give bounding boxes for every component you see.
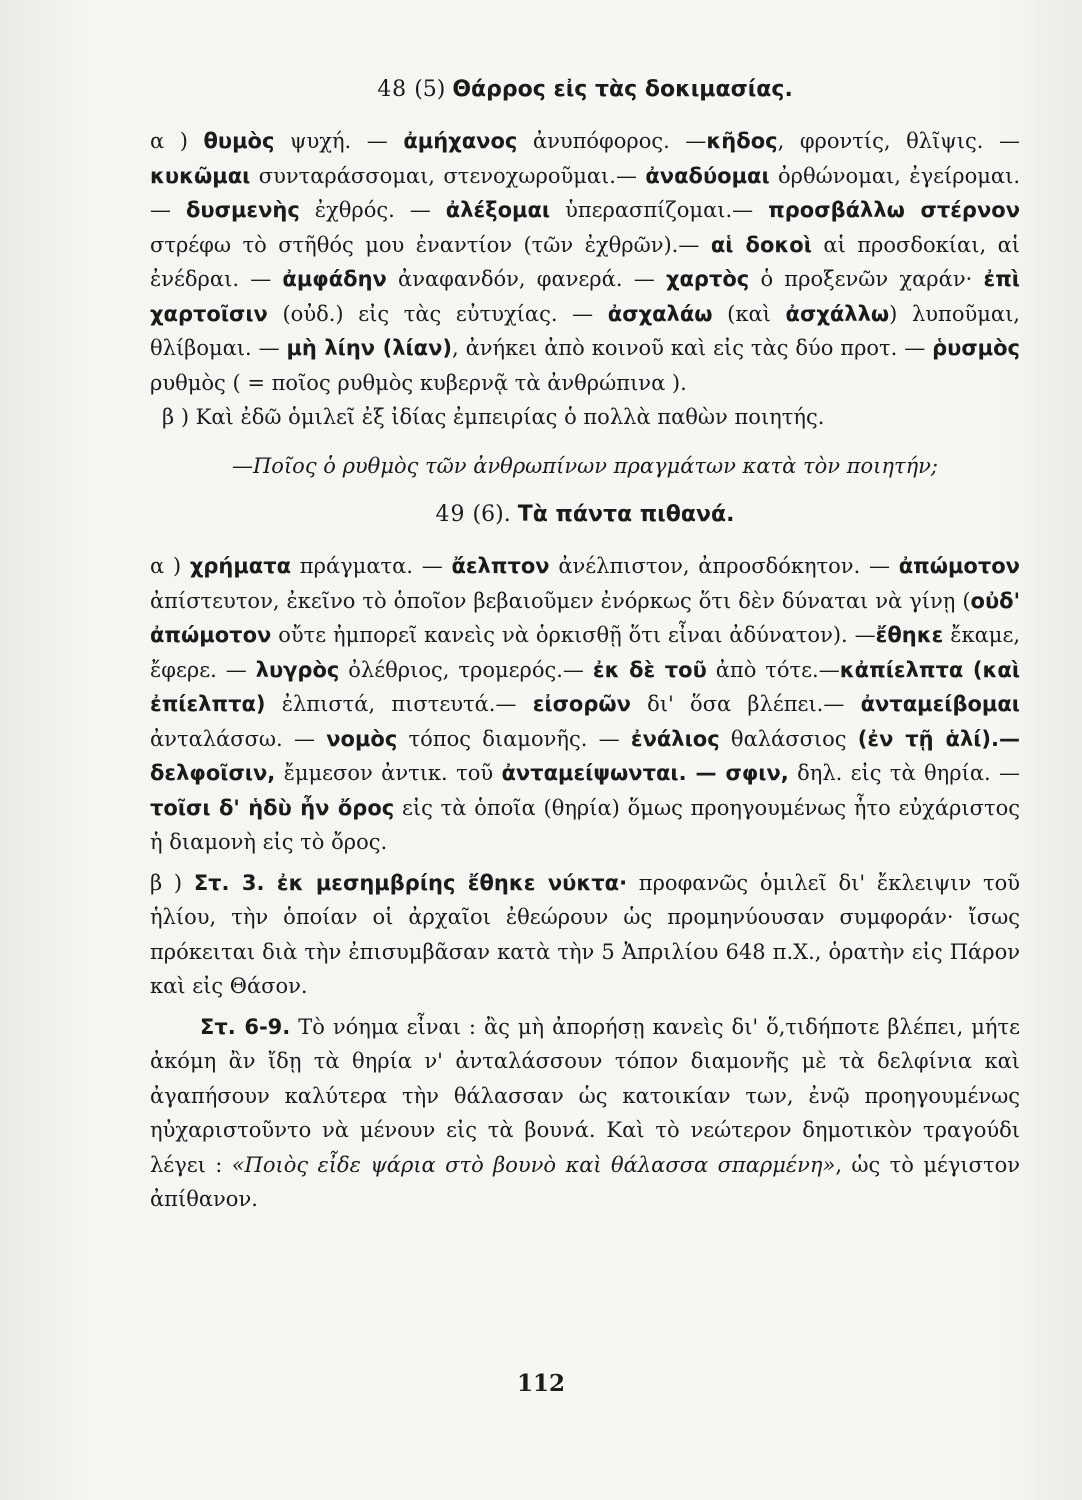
gloss-text: πράγματα. — (291, 554, 452, 578)
paragraph-48b: β ) Καὶ ἐδῶ ὁμιλεῖ ἐξ ἰδίας ἐμπειρίας ὁ πολλὰ παθὼν ποιητής. (162, 405, 825, 429)
gloss-text: ἐχθρός. — (299, 198, 446, 222)
gloss-text: β ) (150, 870, 194, 895)
gloss-text: στρέφω τὸ στῆθός μου ἐναντίον (τῶν ἐχθρῶν).— (150, 232, 711, 257)
lemma: (ἐν τῇ ἁλί).— δελφοῖσιν, (150, 726, 1020, 785)
gloss-text: εἰς τὰ ὁποῖα (θηρία) ὅμως προηγουμένως ἦτο εὐχάριστος ἡ διαμονὴ εἰς τὸ ὄρος. (150, 795, 1020, 854)
gloss-text: , φροντίς, θλῖψις. — (777, 129, 1021, 153)
gloss-text: ἀπὸ τότε.— (706, 657, 840, 682)
gloss-text: αἱ προσδοκίαι, αἱ ἐνέδραι. — (150, 232, 1020, 291)
gloss-text: ) λυποῦμαι, θλίβομαι. — (150, 301, 1020, 360)
gloss-text: (οὐδ.) εἰς τὰς εὐτυχίας. — (267, 301, 608, 326)
gloss-text: δι' ὅσα βλέπει.— (630, 692, 861, 716)
lemma: κἀπίελπτα (καὶ ἐπίελπτα) (150, 657, 1021, 716)
lemma: χαρτὸς (665, 267, 750, 291)
gloss-text: , ὡς τὸ μέγιστον ἀπίθανον. (150, 1152, 1020, 1211)
gloss-text: ρυθμὸς ( = ποῖος ρυθμὸς κυβερνᾷ τὰ ἀνθρώπινα ). (150, 370, 687, 395)
gloss-text: α ) (150, 129, 204, 153)
lemma: ἀνταμείψωνται. — σφιν, (501, 761, 789, 785)
gloss-text: ἀνέλπιστον, ἀπροσδόκητον. — (549, 554, 899, 578)
gloss-text: ὑπερασπίζομαι.— (550, 198, 769, 222)
lemma: προσβάλλω στέρνον (768, 198, 1020, 222)
gloss-text: ὀλέθριος, τρομερός.— (339, 657, 593, 682)
gloss-text: ἔκαμε, ἔφερε. — (150, 623, 1021, 682)
lemma: ῥυσμὸς (932, 336, 1021, 360)
section-number: 48 (377, 77, 408, 102)
gloss-text: ἀναφανδόν, φανερά. — (386, 267, 666, 291)
lemma: ἀμήχανος (403, 129, 518, 153)
lemma: νομὸς (326, 726, 398, 751)
gloss-text: ἀνταλάσσω. — (150, 726, 327, 751)
lemma: ἐκ δὲ τοῦ (592, 657, 707, 682)
gloss-text: τόπος διαμονῆς. — (397, 726, 631, 751)
lemma: ἀμφάδην (282, 267, 387, 291)
gloss-text: ψυχή. — (274, 129, 404, 153)
gloss-text: Τὸ νόημα εἶναι : ἂς μὴ ἀπορήσῃ κανεὶς δι' ὅ,τιδήποτε βλέπει, μήτε ἀκόμη ἂν ἴδῃ τὰ θηρία ν' ἀνταλάσσουν τόπον διαμονῆς μὲ τὰ δελφίνια καὶ ἀγαπήσουν καλύτερα τὴν θάλασσαν ὡς κατοικίαν των, ἐνῷ προηγουμένως ηὐχαριστοῦντο νὰ μένουν εἰς τὰ βουνά. Καὶ τὸ νεώτερον δημοτικὸν τραγούδι λέγει : (150, 1014, 1021, 1177)
gloss-text: «Ποιὸς εἶδε ψάρια στὸ βουνὸ καὶ θάλασσα σπαρμένη» (231, 1152, 836, 1177)
section-title: Θάρρος εἰς τὰς δοκιμασίας. (452, 77, 793, 102)
paragraph-48a (150, 124, 1020, 400)
lemma: οὐδ' ἀπώμοτον (150, 588, 1020, 647)
gloss-text: συνταράσσομαι, στενοχωροῦμαι.— (250, 163, 646, 188)
question: —Ποῖος ὁ ρυθμὸς τῶν ἀνθρωπίνων πραγμάτων κατὰ τὸν ποιητήν; (231, 453, 938, 478)
paragraph-49c (150, 1010, 1020, 1217)
section-number: 49 (435, 502, 466, 527)
paragraph-49b (150, 866, 1020, 1004)
lemma: μὴ λίην (λίαν) (286, 336, 453, 360)
lemma: ἀλέξομαι (445, 198, 551, 222)
lemma: αἱ δοκοὶ (710, 232, 812, 257)
section-49-heading (150, 495, 1020, 535)
gloss-text: οὔτε ἠμπορεῖ κανεὶς νὰ ὁρκισθῇ ὅτι εἶναι ἀδύνατον). — (271, 623, 876, 647)
gloss-text: θαλάσσιος (719, 726, 858, 751)
section-sub-number: (5) (414, 77, 446, 102)
lemma: ἀνταμείβομαι (860, 692, 1020, 716)
lemma: Στ. 3. ἐκ μεσημβρίης ἔθηκε νύκτα· (193, 870, 628, 895)
lemma: χρήματα (189, 554, 292, 578)
page-text (150, 70, 1020, 1217)
gloss-text: ἔμμεσον ἀντικ. τοῦ (275, 761, 502, 785)
lemma: τοῖσι δ' ἡδὺ ἦν ὄρος (150, 795, 395, 820)
lemma: εἰσορῶν (532, 692, 631, 716)
section-sub-number: (6). (472, 502, 511, 527)
section-title: Τὰ πάντα πιθανά. (517, 502, 735, 527)
lemma: θυμὸς (203, 129, 275, 153)
lemma: λυγρὸς (255, 657, 340, 682)
lemma: κυκῶμαι (150, 163, 251, 188)
section-48-heading (150, 70, 1020, 110)
gloss-text: προφανῶς ὁμιλεῖ δι' ἔκλειψιν τοῦ ἡλίου, τὴν ὁποίαν οἱ ἀρχαῖοι ἐθεώρουν ὡς προμηνύουσαν συμφοράν· ἴσως πρόκειται διὰ τὴν ἐπισυμβᾶσαν κατὰ τὴν 5 Ἀπριλίου 648 π.Χ., ὁρατὴν εἰς Πάρον καὶ εἰς Θάσον. (150, 870, 1020, 998)
gloss-text: ὀρθώνομαι, ἐγείρομαι. — (150, 163, 1020, 222)
lemma: δυσμενὴς (185, 198, 300, 222)
lemma: ἀσχαλάω (607, 301, 713, 326)
gloss-text: ὁ προξενῶν χαράν· (749, 267, 984, 291)
lemma: ἀσχάλλω (785, 301, 890, 326)
lemma: ἀναδύομαι (645, 163, 770, 188)
gloss-text: ἐλπιστά, πιστευτά.— (265, 692, 533, 716)
paragraph-49a (150, 549, 1020, 860)
page-number: 112 (516, 1370, 565, 1397)
lemma: κῆδος (706, 129, 778, 153)
lemma: Στ. 6-9. (200, 1014, 291, 1039)
gloss-text: ἀνυπόφορος. — (517, 129, 707, 153)
gloss-text: ἀπίστευτον, ἐκεῖνο τὸ ὁποῖον βεβαιοῦμεν ἐνόρκως ὅτι δὲν δύναται νὰ γίνῃ ( (150, 588, 971, 613)
lemma: ἄελπτον (451, 554, 550, 578)
gloss-text: , ἀνήκει ἀπὸ κοινοῦ καὶ εἰς τὰς δύο προτ. — (452, 336, 933, 360)
gloss-text: α ) (150, 554, 190, 578)
lemma: ἔθηκε (875, 623, 944, 647)
gloss-text: δηλ. εἰς τὰ θηρία. — (788, 761, 1021, 785)
lemma: ἐνάλιος (630, 726, 720, 751)
lemma: ἀπώμοτον (898, 554, 1020, 578)
lemma: ἐπὶ χαρτοῖσιν (150, 267, 1020, 326)
gloss-text: (καὶ (712, 301, 786, 326)
